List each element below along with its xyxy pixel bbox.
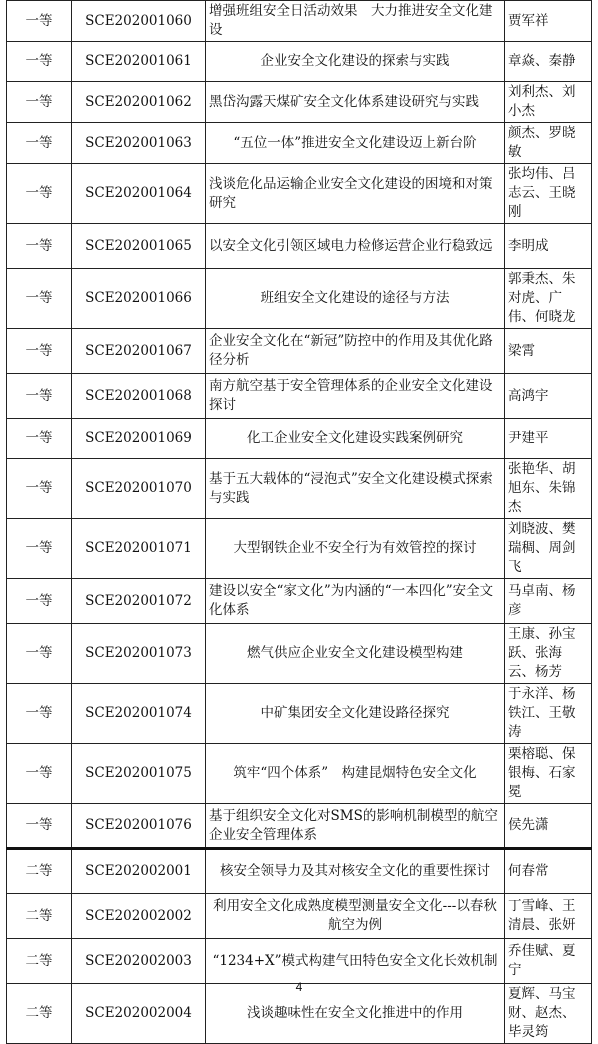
- table-row: [7, 123, 592, 164]
- title-cell: 化工企业安全文化建设实践案例研究: [206, 419, 505, 459]
- grade-cell: 二等: [7, 939, 72, 984]
- grade-cell: 二等: [7, 984, 72, 1044]
- grade-cell: 一等: [7, 744, 72, 804]
- authors-cell: 侯先潇: [505, 804, 592, 849]
- grade-cell: 一等: [7, 82, 72, 123]
- code-cell: SCE202001066: [72, 269, 206, 329]
- grade-cell: 一等: [7, 804, 72, 849]
- authors-cell: 夏辉、马宝财、赵杰、毕灵筠: [505, 984, 592, 1044]
- title-cell: 利用安全文化成熟度模型测量安全文化---以春秋航空为例: [206, 894, 505, 939]
- authors-cell: 栗榕聪、保银梅、石家冕: [505, 744, 592, 804]
- title-cell: 中矿集团安全文化建设路径探究: [206, 684, 505, 744]
- authors-cell: 乔佳赋、夏宁: [505, 939, 592, 984]
- grade-cell: 一等: [7, 42, 72, 82]
- code-cell: SCE202001064: [72, 164, 206, 224]
- authors-cell: 郭秉杰、朱对虎、广伟、何晓龙: [505, 269, 592, 329]
- authors-cell: 高鸿宇: [505, 374, 592, 419]
- authors-cell: 丁雪峰、王清晨、张妍: [505, 894, 592, 939]
- title-cell: 基于五大载体的“浸泡式”安全文化建设模式探索与实践: [206, 459, 505, 519]
- title-cell: 以安全文化引领区域电力检修运营企业行稳致远: [206, 224, 505, 269]
- authors-cell: 张艳华、胡旭东、朱锦杰: [505, 459, 592, 519]
- table-row: [7, 894, 592, 939]
- code-cell: SCE202001061: [72, 42, 206, 82]
- table-row: [7, 82, 592, 123]
- code-cell: SCE202001070: [72, 459, 206, 519]
- grade-cell: 一等: [7, 579, 72, 624]
- authors-cell: 李明成: [505, 224, 592, 269]
- grade-cell: 一等: [7, 164, 72, 224]
- code-cell: SCE202001060: [72, 1, 206, 42]
- title-cell: 筑牢“四个体系” 构建昆烟特色安全文化: [206, 744, 505, 804]
- title-cell: 浅谈趣味性在安全文化推进中的作用: [206, 984, 505, 1044]
- grade-cell: 一等: [7, 374, 72, 419]
- title-cell: “1234+X”模式构建气田特色安全文化长效机制: [206, 939, 505, 984]
- table-row: [7, 684, 592, 744]
- grade-cell: 一等: [7, 329, 72, 374]
- authors-cell: 于永洋、杨铁江、王敬涛: [505, 684, 592, 744]
- table-row: [7, 164, 592, 224]
- authors-cell: 颜杰、罗晓敏: [505, 123, 592, 164]
- authors-cell: 刘晓波、樊瑞稠、周剑飞: [505, 519, 592, 579]
- code-cell: SCE202001065: [72, 224, 206, 269]
- table-row: [7, 624, 592, 684]
- authors-cell: 张均伟、吕志云、王晓刚: [505, 164, 592, 224]
- authors-cell: 马卓南、杨彦: [505, 579, 592, 624]
- title-cell: 班组安全文化建设的途径与方法: [206, 269, 505, 329]
- authors-cell: 刘利杰、刘小杰: [505, 82, 592, 123]
- table-row: [7, 849, 592, 894]
- code-cell: SCE202001063: [72, 123, 206, 164]
- table-row: [7, 42, 592, 82]
- table-row: [7, 269, 592, 329]
- code-cell: SCE202001069: [72, 419, 206, 459]
- title-cell: 企业安全文化在“新冠”防控中的作用及其优化路径分析: [206, 329, 505, 374]
- code-cell: SCE202001074: [72, 684, 206, 744]
- grade-cell: 二等: [7, 849, 72, 894]
- title-cell: 建设以安全“家文化”为内涵的“一本四化”安全文化体系: [206, 579, 505, 624]
- code-cell: SCE202001071: [72, 519, 206, 579]
- code-cell: SCE202001067: [72, 329, 206, 374]
- award-rows: [7, 1, 592, 1044]
- code-cell: SCE202001068: [72, 374, 206, 419]
- table-row: [7, 374, 592, 419]
- authors-cell: 梁霄: [505, 329, 592, 374]
- table-row: [7, 519, 592, 579]
- authors-cell: 何春常: [505, 849, 592, 894]
- grade-cell: 一等: [7, 1, 72, 42]
- table-row: [7, 224, 592, 269]
- table-row: [7, 1, 592, 42]
- authors-cell: 贾军祥: [505, 1, 592, 42]
- title-cell: 基于组织安全文化对SMS的影响机制模型的航空企业安全管理体系: [206, 804, 505, 849]
- table-row: [7, 579, 592, 624]
- title-cell: 南方航空基于安全管理体系的企业安全文化建设探讨: [206, 374, 505, 419]
- title-cell: 核安全领导力及其对核安全文化的重要性探讨: [206, 849, 505, 894]
- grade-cell: 一等: [7, 224, 72, 269]
- table-row: [7, 804, 592, 849]
- table-row: [7, 419, 592, 459]
- title-cell: 大型钢铁企业不安全行为有效管控的探讨: [206, 519, 505, 579]
- grade-cell: 一等: [7, 684, 72, 744]
- code-cell: SCE202001073: [72, 624, 206, 684]
- code-cell: SCE202002001: [72, 849, 206, 894]
- authors-cell: 章焱、秦静: [505, 42, 592, 82]
- table-row: [7, 744, 592, 804]
- title-cell: 企业安全文化建设的探索与实践: [206, 42, 505, 82]
- grade-cell: 二等: [7, 894, 72, 939]
- code-cell: SCE202001062: [72, 82, 206, 123]
- title-cell: 增强班组安全日活动效果 大力推进安全文化建设: [206, 1, 505, 42]
- grade-cell: 一等: [7, 419, 72, 459]
- grade-cell: 一等: [7, 459, 72, 519]
- table-row: [7, 939, 592, 984]
- awards-table: [6, 0, 592, 1044]
- grade-cell: 一等: [7, 269, 72, 329]
- code-cell: SCE202001076: [72, 804, 206, 849]
- grade-cell: 一等: [7, 519, 72, 579]
- authors-cell: 尹建平: [505, 419, 592, 459]
- code-cell: SCE202001075: [72, 744, 206, 804]
- code-cell: SCE202002003: [72, 939, 206, 984]
- title-cell: 黑岱沟露天煤矿安全文化体系建设研究与实践: [206, 82, 505, 123]
- authors-cell: 王康、孙宝跃、张海云、杨芳: [505, 624, 592, 684]
- page-number: 4: [295, 980, 303, 994]
- table-row: [7, 329, 592, 374]
- code-cell: SCE202002004: [72, 984, 206, 1044]
- grade-cell: 一等: [7, 123, 72, 164]
- code-cell: SCE202002002: [72, 894, 206, 939]
- table-row: [7, 459, 592, 519]
- code-cell: SCE202001072: [72, 579, 206, 624]
- grade-cell: 一等: [7, 624, 72, 684]
- title-cell: 燃气供应企业安全文化建设模型构建: [206, 624, 505, 684]
- title-cell: 浅谈危化品运输企业安全文化建设的困境和对策研究: [206, 164, 505, 224]
- title-cell: “五位一体”推进安全文化建设迈上新台阶: [206, 123, 505, 164]
